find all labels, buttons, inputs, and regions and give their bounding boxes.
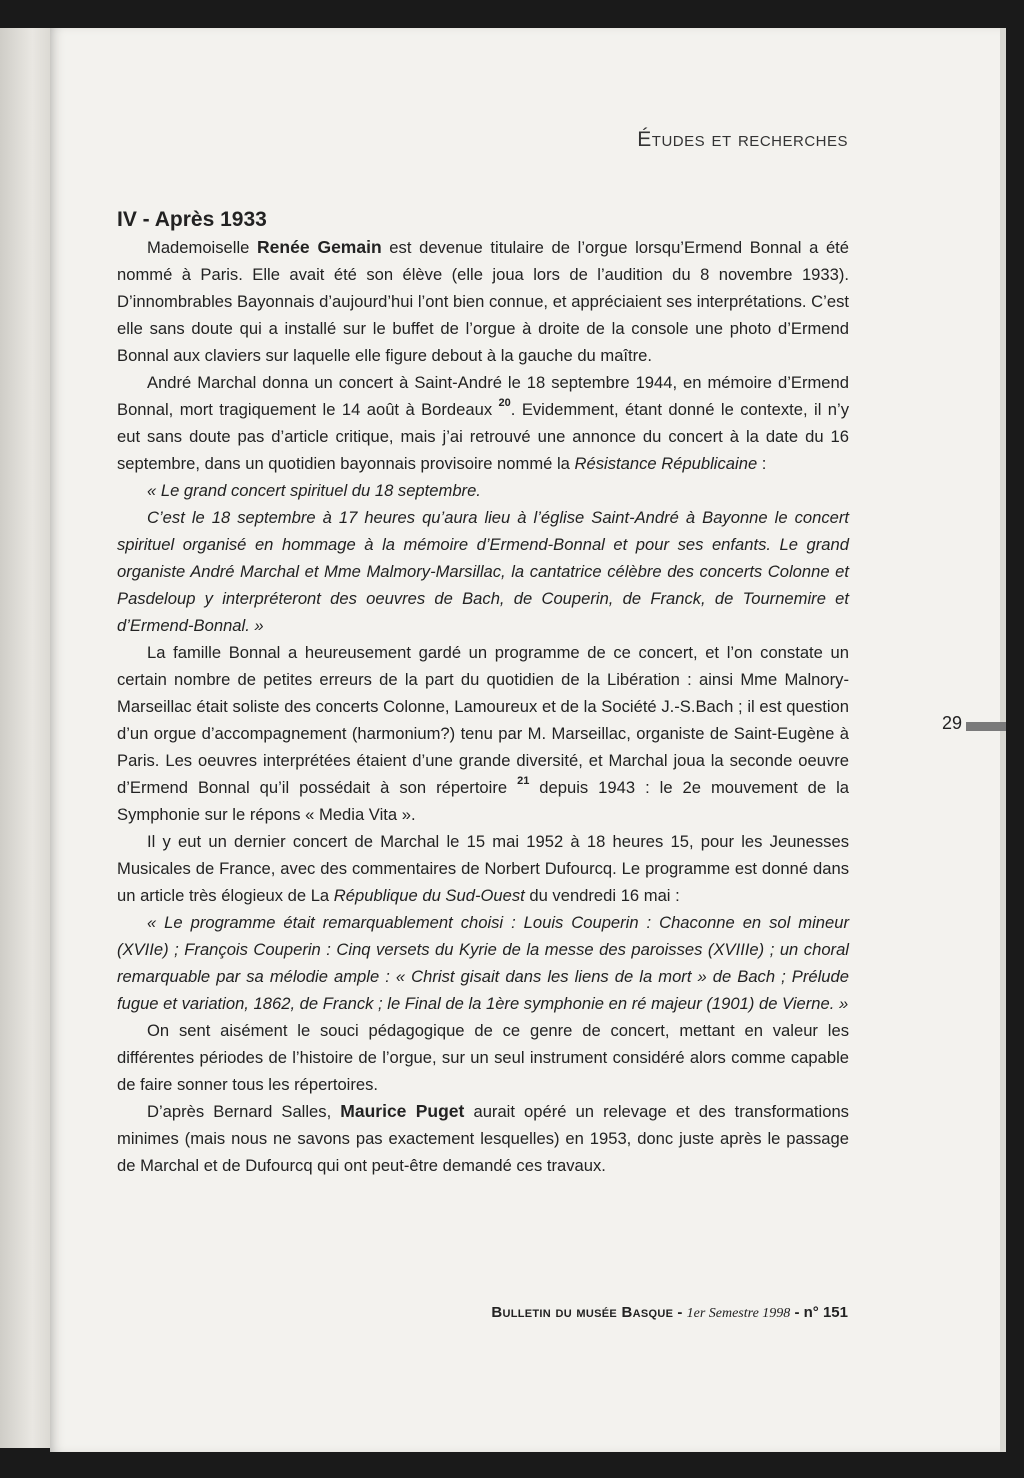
footer-separator-2: - bbox=[790, 1304, 804, 1321]
section-title: IV - Après 1933 bbox=[117, 208, 267, 231]
page-edge bbox=[1000, 28, 1006, 1452]
p4-text-a: Il y eut un dernier concert de Marchal le 15 mai 1952 à 18 heures 15, pour les Jeunesses Musicales de France, avec des commentaires de Norbert Dufourcq. Le programme est donné dans un article très élogieux de La bbox=[117, 832, 849, 905]
p4-text-b: du vendredi 16 mai : bbox=[524, 886, 680, 905]
paragraph-5: On sent aisément le souci pédagogique de ce genre de concert, mettant en valeur les différentes périodes de l’histoire de l’orgue, sur un seul instrument considéré alors comme capable de faire sonner tous les répertoires. bbox=[117, 1021, 849, 1094]
newspaper-title-resistance: Résistance Républicaine bbox=[574, 454, 758, 473]
p6-text-b: aurait opéré un relevage et des transformations minimes (mais nous ne savons pas exactement lesquelles) en 1953, donc juste après le passage de Marchal et de Dufourcq qui ont peut-être demandé ces travaux. bbox=[117, 1102, 849, 1175]
p2-text-a: André Marchal donna un concert à Saint-André le 18 septembre 1944, en mémoire d’Ermend Bonnal, mort tragiquement le 14 août à Bordeaux bbox=[117, 373, 849, 419]
p2-text-c: : bbox=[757, 454, 767, 473]
p2-text-b: . Evidemment, étant donné le contexte, il n’y eut sans doute pas d’article critique, mais j’ai retrouvé une annonce du concert à la date du 16 septembre, dans un quotidien bayonnais provisoire nommé la bbox=[117, 400, 850, 473]
article-body bbox=[117, 206, 849, 1179]
journal-title: Bulletin du musée Basque bbox=[491, 1304, 674, 1321]
paragraph-3 bbox=[117, 639, 849, 828]
paragraph-1 bbox=[117, 234, 849, 369]
p6-text-a: D’après Bernard Salles, bbox=[147, 1102, 341, 1121]
footnote-ref-20: 20 bbox=[498, 397, 511, 410]
p1-text-b: est devenue titulaire de l’orgue lorsqu’Ermend Bonnal a été nommé à Paris. Elle avait été son élève (elle joua lors de l’audition du 8 novembre 1933). D’innombrables Bayonnais d’aujourd’hui l’ont bien connue, et appréciaient ses interprétations. C’est elle sans doute qui a installé sur le buffet de l’orgue à droite de la console une photo d’Ermend Bonnal aux claviers sur laquelle elle figure debout à la gauche du maître. bbox=[117, 238, 850, 365]
left-page-edge bbox=[0, 28, 54, 1448]
running-head: Études et recherches bbox=[637, 128, 848, 151]
p3-text-b: depuis 1943 : le 2e mouvement de la Symphonie sur le répons « Media Vita ». bbox=[117, 778, 849, 824]
paragraph-2 bbox=[117, 369, 849, 477]
paragraph-4 bbox=[117, 828, 849, 909]
name-maurice-puget: Maurice Puget bbox=[340, 1101, 465, 1121]
journal-semester: 1er Semestre 1998 bbox=[686, 1306, 791, 1321]
page-footer bbox=[491, 1304, 848, 1322]
p3-text-a: La famille Bonnal a heureusement gardé un programme de ce concert, et l’on constate un certain nombre de petites erreurs de la part du quotidien de la Libération : ainsi Mme Malnory-Marseillac était soliste des concerts Colonne, Lamoureux et de la Société J.-S.Bach ; il est question d’un orgue d’accompagnement (harmonium?) tenu par M. Marseillac, organiste de Saint-Eugène à Paris. Les oeuvres interprétées étaient d’une grande diversité, et Marchal joua la seconde oeuvre d’Ermend Bonnal qu’il possédait à son répertoire bbox=[117, 643, 849, 797]
name-renee-gemain: Renée Gemain bbox=[257, 237, 382, 257]
p1-text-a: Mademoiselle bbox=[147, 238, 258, 257]
newspaper-title-republique: République du Sud-Ouest bbox=[333, 886, 525, 905]
page-number: 29 bbox=[942, 713, 963, 733]
quote-1-body: C’est le 18 septembre à 17 heures qu’aura lieu à l’église Saint-André à Bayonne le concert spirituel organisé en hommage à la mémoire d’Ermend-Bonnal et pour ses enfants. Le grand organiste André Marchal et Mme Malmory-Marsillac, la cantatrice célèbre des concerts Colonne et Pasdeloup y interpréteront des oeuvres de Bach, de Couperin, de Franck, de Tournemire et d’Ermend-Bonnal. » bbox=[117, 508, 849, 635]
footer-separator-1: - bbox=[673, 1304, 687, 1321]
quote-2: « Le programme était remarquablement choisi : Louis Couperin : Chaconne en sol mineur (XVIIe) ; François Couperin : Cinq versets du Kyrie de la messe des paroisses (XVIIIe) ; un choral remarquable par sa mélodie ample : « Christ gisait dans les liens de la mort » de Bach ; Prélude fugue et variation, 1862, de Franck ; le Final de la 1ère symphonie en ré majeur (1901) de Vierne. » bbox=[117, 913, 849, 1013]
paragraph-6 bbox=[117, 1098, 849, 1179]
journal-issue: n° 151 bbox=[803, 1304, 848, 1321]
page-tab-marker bbox=[966, 722, 1006, 731]
footnote-ref-21: 21 bbox=[517, 775, 530, 788]
quote-1-heading: « Le grand concert spirituel du 18 septembre. bbox=[147, 481, 481, 500]
